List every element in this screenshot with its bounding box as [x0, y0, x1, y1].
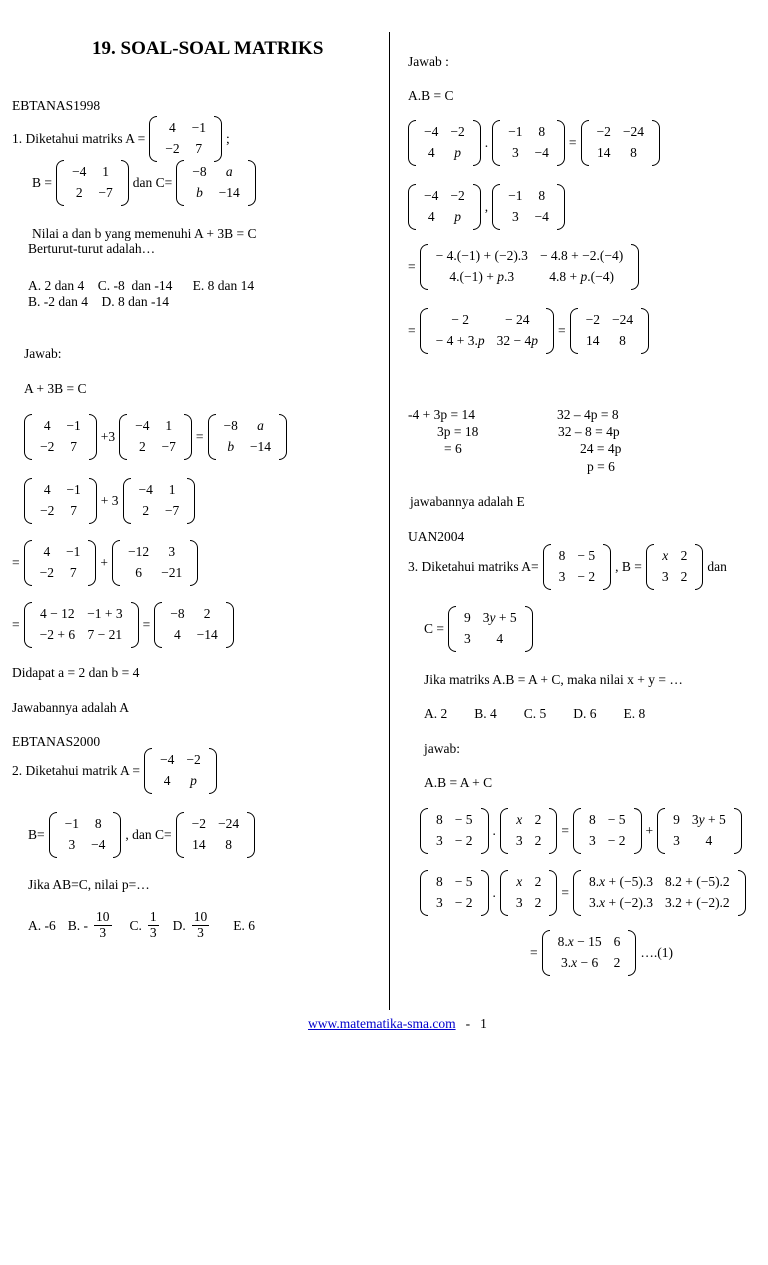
matrix-cell: 4.8 + p.(−4) [549, 268, 614, 284]
column-divider [389, 32, 390, 1010]
matrix [500, 870, 558, 916]
matrix-cell: 3.x − 6 [561, 954, 599, 970]
matrix-cell: −2 [186, 752, 201, 767]
matrix-cell: x [662, 548, 669, 563]
q3-step3: = 8.x − 15 6 3.x − 6 2 ….(1) [530, 930, 673, 976]
matrix-cell: 7 [70, 438, 77, 454]
q2-matrix-c [176, 812, 256, 858]
q3-jawab: jawab: [424, 741, 460, 756]
matrix-cell: 8.x − 15 [557, 934, 602, 949]
q2-matrix-a [144, 748, 217, 794]
matrix-cell: 1 [168, 482, 176, 497]
matrix-cell: 7 − 21 [87, 626, 123, 642]
matrix-cell: 3 [673, 832, 680, 848]
matrix-cell: −2 [585, 312, 600, 327]
matrix-cell: − 2 [577, 568, 596, 584]
matrix-cell: 3 [436, 832, 443, 848]
matrix-cell: −14 [218, 184, 240, 200]
matrix-cell: 8 [436, 874, 443, 889]
matrix-cell: −4 [424, 188, 439, 203]
matrix-cell: 4 [163, 772, 171, 788]
r-jawaban: jawabannya adalah E [410, 494, 525, 509]
q2-options: A. -6 B. - $\frac{10}{3}$ C. $\frac{1}{3}$ D. $\frac{10}{3}$ E. 6 [28, 909, 256, 940]
matrix-cell: − 2 [454, 832, 473, 848]
fraction: $\frac{10}{3}$ [193, 909, 208, 940]
q1-matrix-c [176, 160, 256, 206]
matrix-cell: 3 [661, 568, 669, 584]
q1-options-1: A. 2 dan 4 C. -8 dan -14 E. 8 dan 14 [28, 278, 255, 293]
q3-c: C = 9 3y + 5 3 4 [424, 606, 533, 652]
fraction: $\frac{1}{3}$ [149, 909, 157, 940]
page-title: 19. SOAL-SOAL MATRIKS [92, 38, 324, 59]
q1-step0: A + 3B = C [24, 381, 87, 396]
matrix-cell: −7 [164, 502, 180, 518]
matrix-cell: 8 [589, 812, 596, 827]
matrix-cell: −7 [161, 438, 176, 454]
matrix [408, 120, 481, 166]
matrix-cell: − 2 [454, 894, 473, 910]
matrix-cell: −2 [40, 502, 55, 518]
matrix-cell: −2 [165, 140, 180, 156]
matrix-cell: 3 [515, 832, 523, 848]
footer: www.matematika-sma.com - 1 [308, 1016, 487, 1031]
matrix [420, 808, 489, 854]
matrix [542, 930, 637, 976]
q2-bc: B= −1 8 3 −4 , dan C= −2 −24 14 8 [28, 812, 255, 858]
matrix-cell: 3.x + (−2).3 [589, 894, 653, 910]
matrix-cell: −1 [64, 816, 79, 831]
matrix-cell: 2 [75, 184, 83, 200]
matrix-cell: b [196, 184, 203, 200]
q3-step2: 8 − 5 3 − 2 . x 2 3 2 = 8.x + (−5).3 8.2 + (−5).2 3.x + (−2).3 3.2 + (−2).2 [420, 870, 746, 916]
matrix [24, 602, 139, 648]
matrix-cell: −4 [135, 418, 150, 433]
matrix-cell: 8 [538, 188, 546, 203]
matrix [657, 808, 742, 854]
matrix [24, 414, 97, 460]
q1-question-2: Berturut-turut adalah… [28, 241, 156, 256]
q1-step3: = 4 −1 −2 7 + −12 3 6 −21 [12, 540, 198, 586]
r-eq-right-2: 32 – 8 = 4p [558, 424, 620, 439]
matrix [24, 540, 97, 586]
matrix-cell: − 5 [454, 812, 473, 827]
matrix-cell: −4 [72, 164, 87, 179]
matrix-cell: 9 [673, 812, 680, 827]
q2-source: EBTANAS2000 [12, 734, 101, 749]
matrix-cell: −2 [450, 188, 465, 203]
matrix-cell: − 2 [451, 312, 469, 327]
matrix-cell: 4.(−1) + p.3 [449, 268, 515, 284]
matrix-cell: 4 [169, 120, 176, 135]
r-step3: = − 4.(−1) + (−2).3 − 4.8 + −2.(−4) 4.(−1) + p.3 4.8 + p.(−4) [408, 244, 639, 290]
matrix-cell: −1 [66, 544, 81, 559]
matrix [500, 808, 558, 854]
matrix [112, 540, 198, 586]
matrix-cell: −4 [138, 482, 153, 497]
q2-stem: 2. Diketahui matrik A = −4 −2 4 p [12, 748, 217, 794]
matrix-cell: 4 − 12 [40, 606, 75, 621]
matrix-cell: 3y + 5 [482, 610, 517, 625]
matrix-cell: 6 [613, 934, 621, 949]
matrix-cell: 4 [43, 482, 51, 497]
matrix-cell: 4 [43, 418, 51, 433]
matrix-cell: −24 [218, 816, 240, 831]
matrix [408, 184, 481, 230]
matrix-cell: −2 [450, 124, 465, 139]
matrix-cell: −4 [91, 836, 106, 852]
matrix-cell: 8 [630, 144, 637, 160]
matrix-cell: 2 [534, 812, 542, 827]
q3-step0: A.B = A + C [424, 775, 493, 790]
q3-matrix-b [646, 544, 704, 590]
matrix-cell: −24 [611, 312, 634, 327]
matrix [420, 308, 554, 354]
matrix-cell: −4 [534, 208, 549, 224]
r-eq-right-4: p = 6 [587, 459, 615, 474]
matrix-cell: −1 [508, 188, 523, 203]
q3-source: UAN2004 [408, 529, 465, 544]
matrix-cell: 2 [534, 832, 542, 848]
q3-matrix-a [543, 544, 612, 590]
q1-stem: 1. Diketahui matriks A = 4 −1 −2 7 ; [12, 116, 230, 162]
matrix-cell: −8 [170, 606, 185, 621]
r-eq-right-1: 32 – 4p = 8 [557, 407, 619, 422]
matrix-cell: 2 [142, 502, 150, 518]
matrix [123, 478, 196, 524]
matrix [570, 308, 650, 354]
matrix-cell: −4 [424, 124, 439, 139]
matrix-cell: 8.x + (−5).3 [589, 874, 653, 889]
matrix-cell: 4 [427, 144, 435, 160]
r-step4: = − 2 − 24 − 4 + 3.p 32 − 4p = −2 −24 14 8 [408, 308, 649, 354]
matrix-cell: − 5 [454, 874, 473, 889]
matrix-cell: − 5 [607, 812, 626, 827]
matrix-cell: 7 [70, 502, 77, 518]
matrix-cell: 9 [464, 610, 471, 625]
matrix-cell: 3 [589, 832, 596, 848]
q1-jawaban: Jawabannya adalah A [12, 700, 129, 715]
matrix-cell: 2 [680, 548, 688, 563]
matrix-cell: 8 [225, 836, 232, 852]
matrix-cell: 4 [705, 832, 713, 848]
matrix [154, 602, 234, 648]
r-abc: A.B = C [408, 88, 454, 103]
matrix-cell: 3 [558, 568, 566, 584]
matrix [420, 870, 489, 916]
matrix-cell: 4 [496, 630, 504, 646]
q1-matrix-a [149, 116, 222, 162]
matrix-cell: −8 [192, 164, 207, 179]
matrix-cell: −2 + 6 [39, 626, 76, 642]
matrix [208, 414, 288, 460]
matrix-cell: −2 [40, 438, 55, 454]
matrix-cell: 8 [436, 812, 443, 827]
r-eq-left-2: 3p = 18 [437, 424, 479, 439]
matrix-cell: −1 [508, 124, 523, 139]
matrix-cell: −1 + 3 [87, 606, 123, 621]
matrix [492, 120, 565, 166]
matrix-cell: 8 [538, 124, 546, 139]
matrix [420, 244, 640, 290]
matrix-cell: a [225, 164, 233, 179]
q2-matrix-b [49, 812, 122, 858]
r-eq-right-3: 24 = 4p [580, 441, 622, 456]
matrix-cell: a [257, 418, 264, 433]
matrix-cell: p [454, 144, 461, 160]
matrix-cell: 3 [168, 544, 176, 559]
matrix-cell: 1 [102, 164, 109, 179]
matrix-cell: −24 [622, 124, 644, 139]
matrix-cell: 3 [436, 894, 443, 910]
matrix-cell: 4 [43, 544, 51, 559]
matrix-cell: 2 [138, 438, 146, 454]
matrix [581, 120, 661, 166]
matrix-cell: b [227, 438, 235, 454]
footer-link[interactable]: www.matematika-sma.com [308, 1016, 456, 1031]
r-step2: −4 −2 4 p , −1 8 3 −4 [408, 184, 565, 230]
q3-question: Jika matriks A.B = A + C, maka nilai x + y = … [424, 672, 683, 687]
matrix-cell: 7 [195, 140, 203, 156]
q2-question: Jika AB=C, nilai p=… [28, 877, 150, 892]
q3-options: A. 2 B. 4 C. 5 D. 6 E. 8 [424, 706, 646, 721]
matrix-cell: −2 [39, 564, 54, 580]
q1-step1: 4 −1 −2 7 +3 −4 1 2 −7 = −8 a b −14 [24, 414, 287, 460]
q3-matrix-c [448, 606, 533, 652]
matrix-cell: 3 [511, 208, 519, 224]
matrix-cell: 3 [68, 836, 76, 852]
matrix-cell: 4 [174, 626, 181, 642]
matrix [119, 414, 192, 460]
page-number: 1 [480, 1016, 487, 1031]
r-eq-left-1: -4 + 3p = 14 [408, 407, 475, 422]
matrix-cell: 2 [613, 954, 621, 970]
matrix [492, 184, 565, 230]
r-eq-left-3: = 6 [444, 441, 462, 456]
matrix-cell: 2 [534, 894, 542, 910]
matrix-cell: p [454, 208, 461, 224]
matrix-cell: −2 [596, 124, 611, 139]
matrix-cell: 8 [94, 816, 102, 831]
matrix [573, 808, 642, 854]
matrix-cell: − 24 [505, 312, 530, 327]
matrix-cell: 8 [619, 332, 626, 348]
q1-step4: = 4 − 12 −1 + 3 −2 + 6 7 − 21 = −8 2 4 −14 [12, 602, 234, 648]
matrix-cell: − 5 [577, 548, 596, 563]
q1-step2: 4 −1 −2 7 + 3 −4 1 2 −7 [24, 478, 195, 524]
matrix-cell: 3.2 + (−2).2 [664, 894, 730, 910]
r-step1: −4 −2 4 p . −1 8 3 −4 = −2 −24 14 8 [408, 120, 660, 166]
matrix-cell: −2 [191, 816, 206, 831]
matrix-cell: −8 [223, 418, 238, 433]
matrix-cell: 32 − 4p [496, 332, 538, 348]
matrix-cell: 2 [680, 568, 688, 584]
matrix-cell: 3 [511, 144, 519, 160]
matrix-cell: p [190, 772, 197, 788]
matrix-cell: 14 [596, 144, 611, 160]
q3-step1: 8 − 5 3 − 2 . x 2 3 2 = 8 − 5 3 − 2 + 9 3y + 5 3 4 [420, 808, 742, 854]
matrix-cell: 1 [165, 418, 173, 433]
q1-bc: B = −4 1 2 −7 dan C= −8 a b −14 [32, 160, 256, 206]
matrix-cell: 4 [427, 208, 435, 224]
matrix-cell: 6 [135, 564, 142, 580]
matrix-cell: −1 [66, 482, 81, 497]
matrix-cell: − 4 + 3.p [435, 332, 485, 348]
matrix [573, 870, 746, 916]
q1-options-2: B. -2 dan 4 D. 8 dan -14 [28, 294, 169, 309]
matrix-cell: −14 [249, 438, 271, 454]
matrix-cell: − 4.8 + −2.(−4) [539, 248, 624, 263]
matrix [24, 478, 97, 524]
matrix-cell: −7 [98, 184, 113, 200]
matrix-cell: −14 [196, 626, 218, 642]
matrix-cell: 3 [515, 894, 523, 910]
matrix-cell: 3 [464, 630, 471, 646]
matrix-cell: 14 [192, 836, 206, 852]
matrix-cell: 3y + 5 [691, 812, 726, 827]
fraction: $\frac{10}{3}$ [96, 909, 110, 940]
matrix-cell: 2 [534, 874, 542, 889]
q1-didapat: Didapat a = 2 dan b = 4 [12, 665, 140, 680]
matrix-cell: −1 [191, 120, 206, 135]
matrix-cell: −21 [161, 564, 183, 580]
matrix-cell: −1 [66, 418, 81, 433]
matrix-cell: x [516, 812, 523, 827]
r-jawab: Jawab : [408, 54, 449, 69]
matrix-cell: − 4.(−1) + (−2).3 [435, 248, 528, 263]
matrix-cell: −12 [128, 544, 150, 559]
q1-matrix-b [56, 160, 129, 206]
matrix-cell: −4 [159, 752, 175, 767]
matrix-cell: 14 [586, 332, 600, 348]
matrix-cell: 2 [203, 606, 211, 621]
matrix-cell: 7 [69, 564, 77, 580]
matrix-cell: 8 [558, 548, 566, 563]
matrix-cell: 8.2 + (−5).2 [664, 874, 730, 889]
q1-jawab: Jawab: [24, 346, 62, 361]
q1-question-1: Nilai a dan b yang memenuhi A + 3B = C [32, 226, 257, 241]
matrix-cell: −4 [534, 144, 549, 160]
matrix-cell: − 2 [607, 832, 626, 848]
matrix-cell: x [516, 874, 523, 889]
q1-source: EBTANAS1998 [12, 98, 101, 113]
q3-stem: 3. Diketahui matriks A= 8 − 5 3 − 2 , B = x 2 3 2 dan [408, 544, 727, 590]
